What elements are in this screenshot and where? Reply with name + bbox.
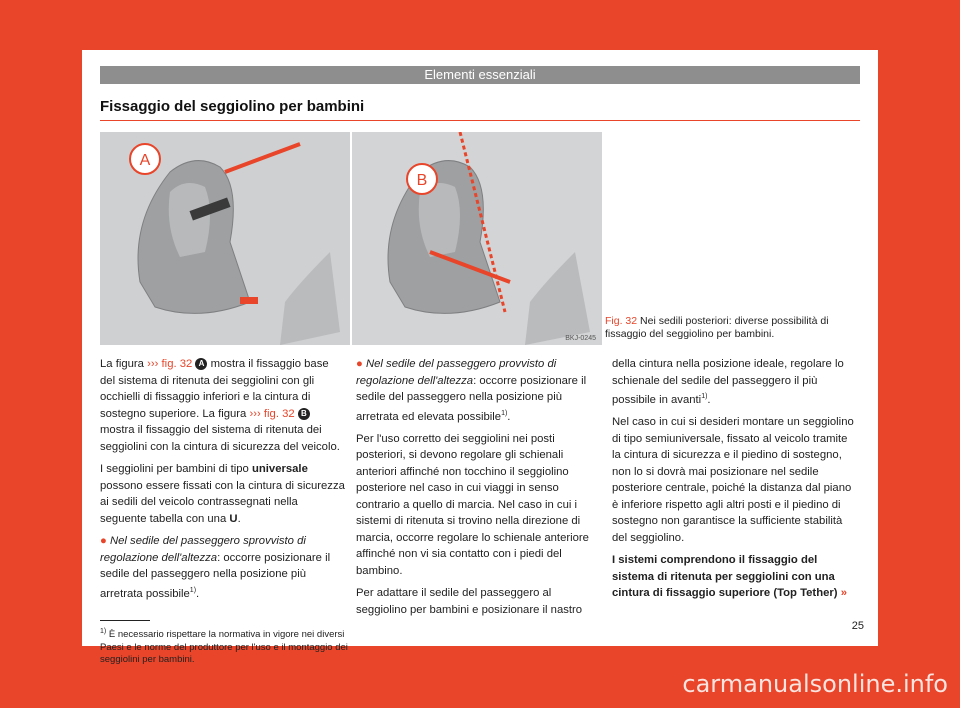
bullet-icon: ● [356,358,363,370]
manual-page [82,50,878,666]
text-run: della cintura nella posizione ideale, regolare lo schienale del sedile del passeggero il più possibile in avanti [612,358,844,406]
text-run: La figura [100,358,148,370]
paragraph [100,356,346,455]
callout-b: B [298,408,310,420]
continue-arrow-icon: » [840,587,847,600]
caption-figure-ref: Fig. 32 [605,315,638,327]
section-divider [100,120,860,121]
panel-b-label: B [416,172,428,189]
subheading-text: I sistemi comprendono il fissaggio del sistema di ritenuta per seggiolini con una cintura di fissaggio superiore (Top Tether) [612,554,838,600]
panel-a-label: A [139,152,151,169]
bullet-item [100,533,346,602]
figure-code: BKJ-0245 [565,335,596,342]
text-run: . [196,587,200,600]
figure-32 [100,132,602,345]
footnote-divider [100,620,150,621]
footnote-mark: 1) [701,393,708,400]
paragraph: Per adattare il sedile del passeggero al seggiolino per bambini e posizionare il nastro [356,587,583,616]
caption-text: Nei sedili posteriori: diverse possibilità di fissaggio del seggiolino per bambini. [605,315,829,340]
paragraph: Nel caso in cui si desideri montare un seggiolino di tipo semiuniversale, fissato al veicolo tramite la cintura di sicurezza e il piedino di sostegno, non lo si dovrà mai posizionare nel sedile posteriore centrale, poiché la distanza dal piano è inferiore rispetto agli altri posti e il piedino di sostegno non garantisce la sufficiente stabilità del seggiolino. [612,416,854,544]
text-run: . [237,512,241,525]
page-number: 25 [851,620,864,632]
text-run: mostra il fissaggio del sistema di ritenuta dei seggiolini con la cintura di sicurezza del veicolo. [100,424,340,453]
paragraph [612,356,858,408]
text-run: possono essere fissati con la cintura di sicurezza ai sedili del veicolo contrassegnati nella seguente tabella con una [100,479,345,525]
bold-term: U [229,512,238,525]
text-column-3 [612,356,858,608]
subheading [612,552,858,602]
paragraph: Per l'uso corretto dei seggiolini nei posti posteriori, si devono regolare gli schienali anteriori affinché non tocchino il seggiolino posteriore nel caso in cui viaggi in senso contrario a quello di marcia. Nel caso in cui i sistemi di ritenuta si trovino nella direzione di marcia, occorre regolare lo schienale anteriore affinché non vi sia contatto con i piedi del bambino. [356,432,589,577]
footnote-mark: 1) [100,628,107,635]
text-run: I seggiolini per bambini di tipo [100,463,252,475]
text-run: : occorre posizionare il sedile del passeggero nella posizione più arretrata ed elevata possibile [356,374,587,423]
watermark: carmanualsonline.info [682,670,948,698]
figure-link[interactable]: fig. 32 [158,358,196,370]
figure-caption [605,315,855,341]
callout-a: A [195,358,207,370]
text-run: . [707,393,711,406]
text-column-1 [100,356,346,608]
bullet-item [356,356,602,425]
footnote-text: È necessario rispettare la normativa in vigore nei diversi Paesi e le norme del produttore per l'uso e il montaggio dei seggiolini per bambini. [100,629,348,666]
text-run: . [507,410,511,423]
cross-ref-arrow[interactable]: ››› [147,358,159,370]
figure-link[interactable]: fig. 32 [260,407,298,420]
text-run: mostra il fissaggio base del sistema di ritenuta dei seggiolini con gli occhielli di fissaggio inferiori e la cintura di sostegno superiore. La figura [100,358,329,420]
cross-ref-arrow[interactable]: ››› [249,407,261,420]
italic-term: Nel sedile del passeggero sprovvisto di regolazione dell'altezza [100,535,306,564]
paragraph [100,461,346,527]
child-seat-illustration [100,132,602,345]
bold-term: universale [251,463,308,475]
footnote-mark: 1) [189,586,197,594]
footnote-mark: 1) [501,409,508,417]
text-run: : occorre posizionare il sedile del passeggero nella posizione più arretrata possibile [100,551,331,600]
chapter-header: Elementi essenziali [100,66,860,84]
text-column-2 [356,356,602,624]
bullet-icon: ● [100,535,107,547]
italic-term: Nel sedile del passeggero provvisto di regolazione dell'altezza [356,358,557,387]
section-title: Fissaggio del seggiolino per bambini [100,98,365,115]
footnote [100,626,350,667]
